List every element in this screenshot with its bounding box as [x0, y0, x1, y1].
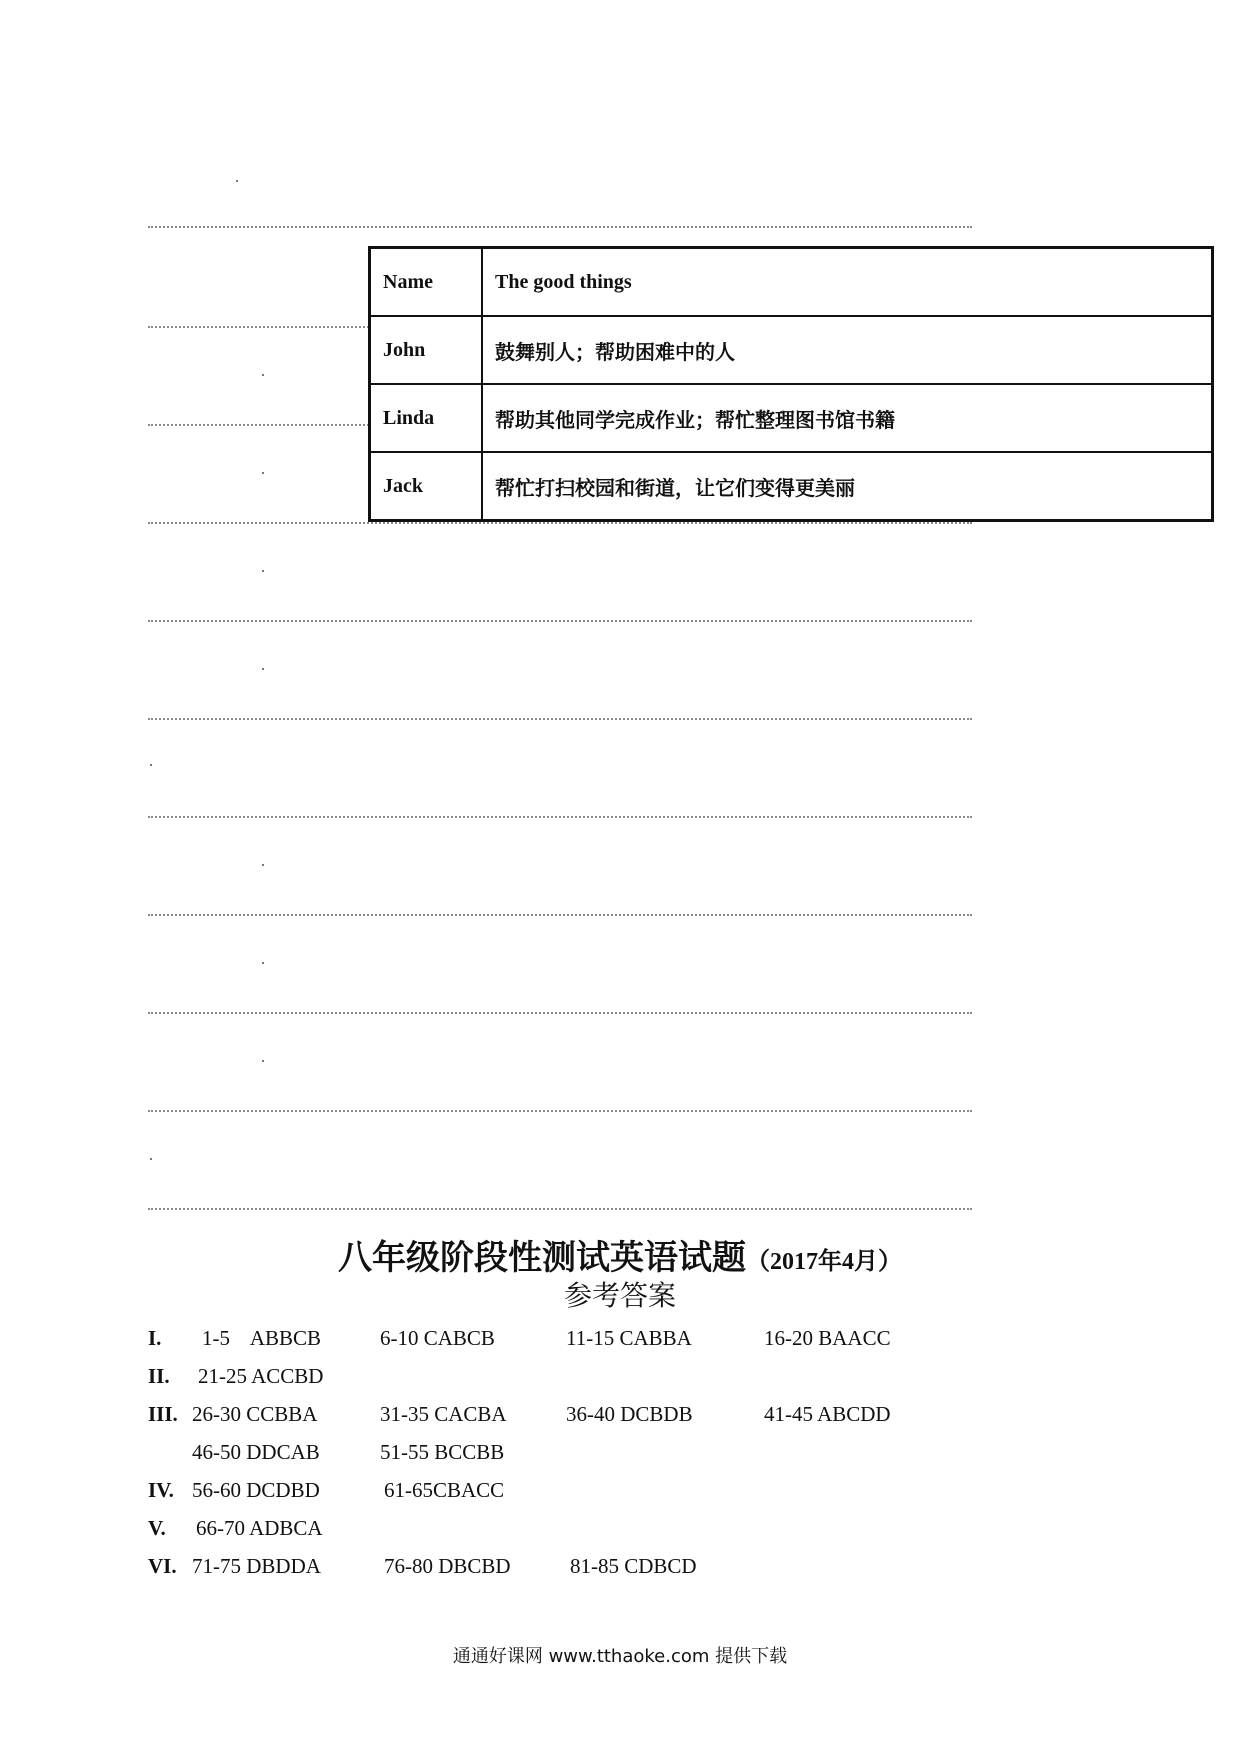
answer-group: 66-70 ADBCA	[196, 1516, 323, 1540]
speck-mark	[262, 374, 264, 376]
answer-group: 81-85 CDBCD	[570, 1554, 697, 1578]
answer-row	[148, 1554, 1148, 1584]
writing-line	[148, 1208, 972, 1210]
answer-group: 16-20 BAACC	[764, 1326, 891, 1350]
row-things: 帮助其他同学完成作业；帮忙整理图书馆书籍	[482, 384, 1213, 452]
answer-group: 36-40 DCBDB	[566, 1402, 693, 1426]
speck-mark	[262, 570, 264, 572]
answer-row	[148, 1402, 1148, 1432]
writing-line	[148, 816, 972, 818]
speck-mark	[150, 764, 152, 766]
speck-mark	[262, 962, 264, 964]
exam-title-date: （2017年4月）	[746, 1249, 902, 1275]
answer-group: 21-25 ACCBD	[198, 1364, 324, 1388]
answer-group: 61-65CBACC	[384, 1478, 505, 1502]
section-label: III.	[148, 1402, 178, 1426]
section-label: II.	[148, 1364, 170, 1388]
answer-group: 51-55 BCCBB	[380, 1440, 505, 1464]
answer-group: 71-75 DBDDA	[192, 1554, 321, 1578]
speck-mark	[262, 668, 264, 670]
exam-title	[0, 1230, 1240, 1279]
row-things: 鼓舞别人；帮助困难中的人	[482, 316, 1213, 384]
header-name: Name	[370, 248, 483, 317]
answer-group: 31-35 CACBA	[380, 1402, 507, 1426]
speck-mark	[150, 1158, 152, 1160]
answer-group: 46-50 DDCAB	[192, 1440, 320, 1464]
row-name: Jack	[370, 452, 483, 521]
writing-line	[148, 620, 972, 622]
answer-group: 26-30 CCBBA	[192, 1402, 318, 1426]
writing-line	[148, 1110, 972, 1112]
exam-title-main: 八年级阶段性测试英语试题	[338, 1238, 746, 1278]
row-name: John	[370, 316, 483, 384]
answer-group: 56-60 DCDBD	[192, 1478, 320, 1502]
speck-mark	[262, 472, 264, 474]
answer-group: 76-80 DBCBD	[384, 1554, 511, 1578]
good-things-table	[368, 246, 1214, 522]
section-label: I.	[148, 1326, 162, 1350]
table-row	[370, 384, 1213, 452]
speck-mark	[236, 180, 238, 182]
answer-row	[148, 1326, 1148, 1356]
table-header-row	[370, 248, 1213, 317]
speck-mark	[262, 1060, 264, 1062]
answer-row	[148, 1440, 1148, 1470]
writing-line	[148, 914, 972, 916]
row-name: Linda	[370, 384, 483, 452]
answer-group: 11-15 CABBA	[566, 1326, 692, 1350]
answer-row	[148, 1516, 1148, 1546]
footer-source: 通通好课网 www.tthaoke.com 提供下载	[452, 1646, 788, 1667]
answer-group: 41-45 ABCDD	[764, 1402, 891, 1426]
writing-line	[148, 522, 972, 524]
writing-line	[148, 1012, 972, 1014]
row-things: 帮忙打扫校园和街道，让它们变得更美丽	[482, 452, 1213, 521]
table-row	[370, 452, 1213, 521]
writing-line	[148, 226, 972, 228]
answer-row	[148, 1364, 1148, 1394]
answer-key-subtitle: 参考答案	[563, 1279, 676, 1312]
answer-group: 1-5 ABBCB	[202, 1326, 322, 1350]
section-label: VI.	[148, 1554, 177, 1578]
speck-mark	[262, 864, 264, 866]
section-label: V.	[148, 1516, 166, 1540]
writing-line	[148, 718, 972, 720]
header-things: The good things	[482, 248, 1213, 317]
section-label: IV.	[148, 1478, 174, 1502]
answer-row	[148, 1478, 1148, 1508]
answer-group: 6-10 CABCB	[380, 1326, 495, 1350]
table-row	[370, 316, 1213, 384]
